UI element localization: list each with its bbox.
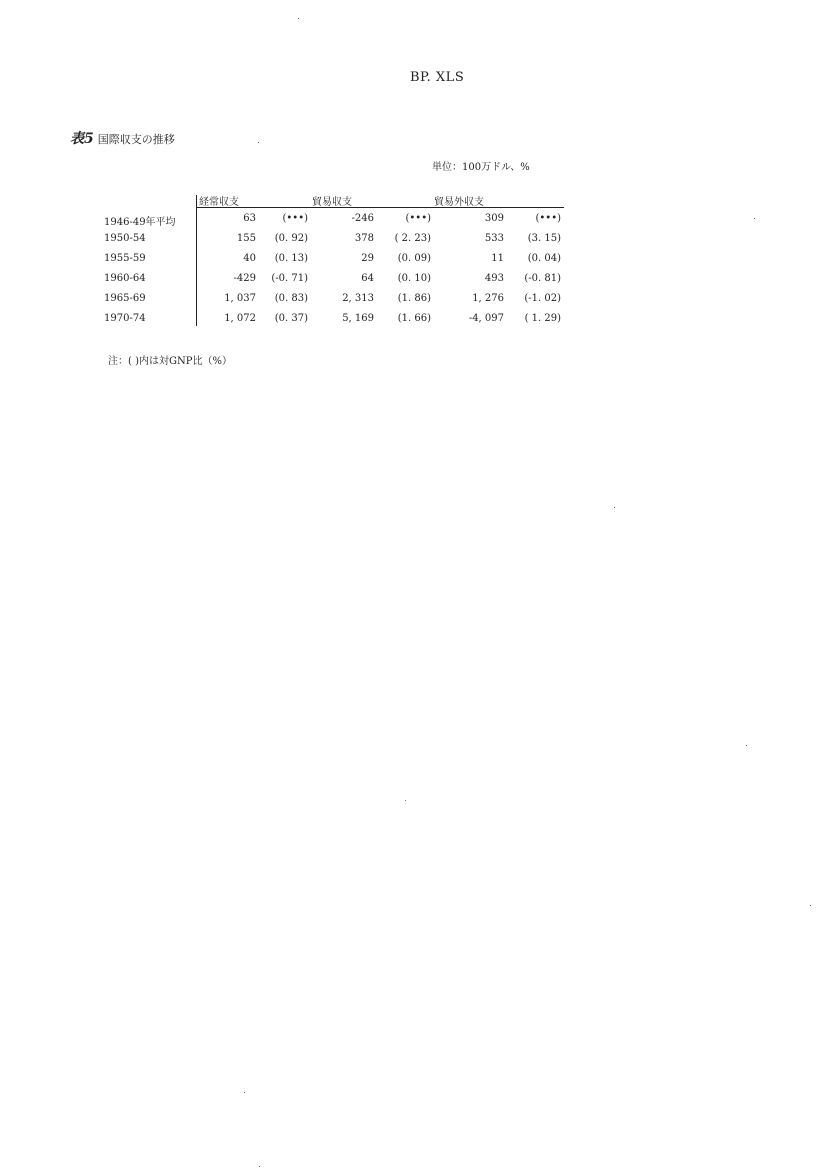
trade-ratio: (0. 09) [397, 253, 431, 264]
balance-of-payments-table [104, 193, 564, 333]
trade-ratio: (•••) [405, 213, 431, 224]
current-value: 63 [243, 213, 256, 224]
current-ratio: (0. 13) [274, 253, 308, 264]
invisible-ratio: (-1. 02) [524, 293, 561, 304]
table-row [104, 233, 564, 252]
column-header-invisible: 貿易外収支 [434, 197, 484, 208]
row-period: 1970-74 [104, 313, 146, 324]
invisible-value: 11 [491, 253, 504, 264]
trade-value: 2, 313 [342, 293, 374, 304]
scan-speck [405, 800, 406, 801]
trade-value: -246 [351, 213, 374, 224]
scan-speck [244, 1092, 245, 1093]
table-row [104, 213, 564, 232]
scan-speck [614, 507, 615, 508]
file-name-header: BP. XLS [410, 70, 465, 85]
scan-speck [258, 142, 259, 143]
current-ratio: (0. 83) [274, 293, 308, 304]
trade-ratio: (1. 86) [397, 293, 431, 304]
scan-speck [754, 218, 755, 219]
trade-value: 29 [361, 253, 374, 264]
invisible-value: -4, 097 [468, 313, 504, 324]
invisible-ratio: (-0. 81) [524, 273, 561, 284]
table-number: 表5 [70, 131, 94, 147]
trade-value: 378 [354, 233, 374, 244]
row-period: 1960-64 [104, 273, 146, 284]
scan-speck [259, 1166, 260, 1167]
current-ratio: (0. 37) [274, 313, 308, 324]
table-row [104, 253, 564, 272]
current-value: 155 [236, 233, 256, 244]
scan-speck [746, 745, 747, 746]
footnote: 注：( )内は対GNP比（%） [108, 356, 232, 367]
invisible-value: 309 [484, 213, 504, 224]
current-value: -429 [233, 273, 256, 284]
table-row [104, 273, 564, 292]
current-ratio: (-0. 71) [271, 273, 308, 284]
trade-ratio: ( 2. 23) [394, 233, 431, 244]
row-period: 1946-49年平均 [104, 217, 176, 228]
invisible-ratio: (3. 15) [527, 233, 561, 244]
unit-label: 単位：100万ドル、% [432, 162, 530, 173]
column-header-current: 経常収支 [199, 197, 239, 208]
table-row [104, 313, 564, 332]
current-value: 1, 072 [224, 313, 256, 324]
invisible-ratio: (•••) [535, 213, 561, 224]
table-title-text: 国際収支の推移 [97, 133, 175, 146]
current-ratio: (0. 92) [274, 233, 308, 244]
row-period: 1950-54 [104, 233, 146, 244]
invisible-ratio: (0. 04) [527, 253, 561, 264]
table-title [70, 128, 175, 148]
invisible-ratio: ( 1. 29) [524, 313, 561, 324]
trade-value: 5, 169 [342, 313, 374, 324]
trade-value: 64 [361, 273, 374, 284]
invisible-value: 1, 276 [472, 293, 504, 304]
trade-ratio: (1. 66) [397, 313, 431, 324]
trade-ratio: (0. 10) [397, 273, 431, 284]
row-period: 1965-69 [104, 293, 146, 304]
row-period: 1955-59 [104, 253, 146, 264]
scan-speck [810, 905, 811, 906]
invisible-value: 533 [484, 233, 504, 244]
current-value: 1, 037 [224, 293, 256, 304]
current-value: 40 [243, 253, 256, 264]
scan-speck [298, 18, 299, 19]
table-row [104, 293, 564, 312]
header-rule [197, 207, 564, 208]
column-header-trade: 貿易収支 [312, 197, 352, 208]
invisible-value: 493 [484, 273, 504, 284]
current-ratio: (•••) [282, 213, 308, 224]
